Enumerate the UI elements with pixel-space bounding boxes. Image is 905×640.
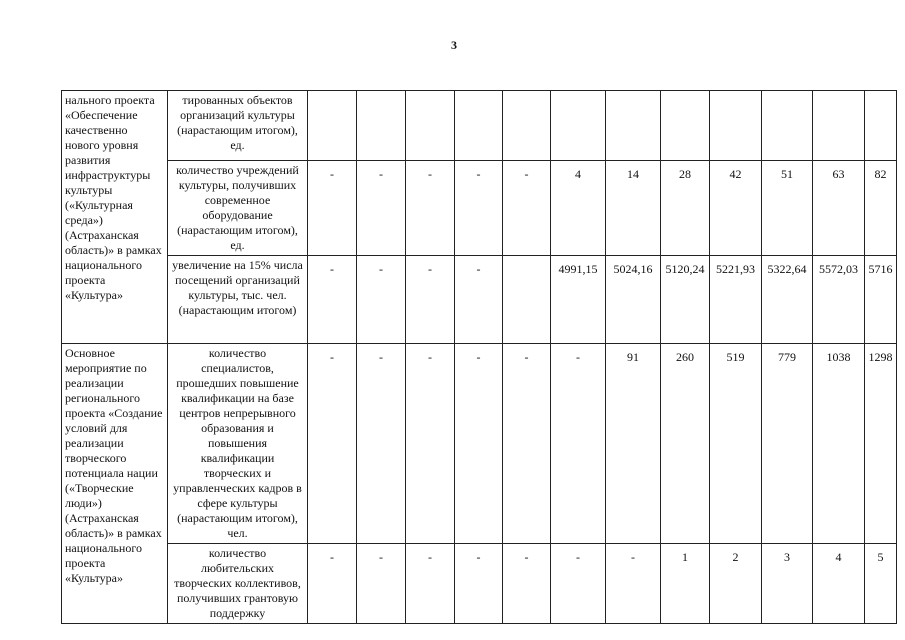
value-cell: - bbox=[455, 161, 503, 256]
value-cell: - bbox=[455, 544, 503, 624]
value-cell: 5322,64 bbox=[762, 256, 813, 344]
value-cell: - bbox=[551, 344, 606, 544]
value-cell: - bbox=[406, 256, 455, 344]
table-row bbox=[62, 344, 897, 544]
value-cell: 5024,16 bbox=[606, 256, 661, 344]
value-cell: 5572,03 bbox=[813, 256, 865, 344]
value-cell: 14 bbox=[606, 161, 661, 256]
value-cell: - bbox=[503, 344, 551, 544]
value-cell: - bbox=[606, 544, 661, 624]
value-cell bbox=[357, 91, 406, 161]
value-cell bbox=[606, 91, 661, 161]
value-cell bbox=[710, 91, 762, 161]
value-cell: 5 bbox=[865, 544, 897, 624]
indicator-cell: количество учреждений культуры, получивших современное оборудование (нарастающим итогом), ед. bbox=[168, 161, 308, 256]
value-cell: 519 bbox=[710, 344, 762, 544]
table-row bbox=[62, 161, 897, 256]
value-cell: - bbox=[308, 161, 357, 256]
value-cell: - bbox=[357, 544, 406, 624]
value-cell: - bbox=[406, 161, 455, 256]
value-cell: 1038 bbox=[813, 344, 865, 544]
value-cell: 5716 bbox=[865, 256, 897, 344]
table-row bbox=[62, 544, 897, 624]
value-cell: 42 bbox=[710, 161, 762, 256]
value-cell: - bbox=[357, 344, 406, 544]
value-cell: - bbox=[308, 544, 357, 624]
value-cell: 28 bbox=[661, 161, 710, 256]
value-cell: 1298 bbox=[865, 344, 897, 544]
value-cell bbox=[503, 256, 551, 344]
value-cell: - bbox=[551, 544, 606, 624]
value-cell: 63 bbox=[813, 161, 865, 256]
table-row bbox=[62, 256, 897, 344]
indicator-cell: количество специалистов, прошедших повышение квалификации на базе центров непрерывного образования и повышения квалификации творческих и управленческих кадров в сфере культуры (нарастающим итогом), чел. bbox=[168, 344, 308, 544]
value-cell: - bbox=[357, 161, 406, 256]
indicators-table bbox=[61, 90, 897, 624]
indicator-cell: количество любительских творческих коллективов, получивших грантовую поддержку bbox=[168, 544, 308, 624]
group-cell-culture-environment: нального проекта «Обеспечение качественно нового уровня развития инфраструктуры культуры («Культурная среда») (Астраханская область)» в рамках национального проекта «Культура» bbox=[62, 91, 168, 344]
group-cell-creative-people: Основное мероприятие по реализации регионального проекта «Создание условий для реализации творческого потенциала нации («Творческие люди») (Астраханская область)» в рамках национального проекта «Культура» bbox=[62, 344, 168, 624]
value-cell bbox=[813, 91, 865, 161]
value-cell bbox=[455, 91, 503, 161]
value-cell bbox=[308, 91, 357, 161]
value-cell: - bbox=[308, 256, 357, 344]
value-cell: - bbox=[357, 256, 406, 344]
value-cell: - bbox=[308, 344, 357, 544]
indicator-cell: тированных объектов организаций культуры (нарастающим итогом), ед. bbox=[168, 91, 308, 161]
value-cell bbox=[865, 91, 897, 161]
value-cell: 4991,15 bbox=[551, 256, 606, 344]
value-cell: 260 bbox=[661, 344, 710, 544]
value-cell: - bbox=[455, 344, 503, 544]
value-cell bbox=[406, 91, 455, 161]
value-cell bbox=[762, 91, 813, 161]
value-cell: 51 bbox=[762, 161, 813, 256]
value-cell: 3 bbox=[762, 544, 813, 624]
value-cell: 82 bbox=[865, 161, 897, 256]
value-cell: 1 bbox=[661, 544, 710, 624]
value-cell: 4 bbox=[551, 161, 606, 256]
value-cell bbox=[661, 91, 710, 161]
value-cell: - bbox=[455, 256, 503, 344]
indicator-cell: увеличение на 15% числа посещений организаций культуры, тыс. чел. (нарастающим итогом) bbox=[168, 256, 308, 344]
value-cell: 2 bbox=[710, 544, 762, 624]
value-cell: 91 bbox=[606, 344, 661, 544]
value-cell bbox=[551, 91, 606, 161]
table-row bbox=[62, 91, 897, 161]
value-cell bbox=[503, 91, 551, 161]
value-cell: 5120,24 bbox=[661, 256, 710, 344]
value-cell: - bbox=[503, 161, 551, 256]
value-cell: - bbox=[503, 544, 551, 624]
page-number: 3 bbox=[451, 38, 457, 52]
value-cell: - bbox=[406, 344, 455, 544]
value-cell: - bbox=[406, 544, 455, 624]
value-cell: 4 bbox=[813, 544, 865, 624]
value-cell: 5221,93 bbox=[710, 256, 762, 344]
value-cell: 779 bbox=[762, 344, 813, 544]
